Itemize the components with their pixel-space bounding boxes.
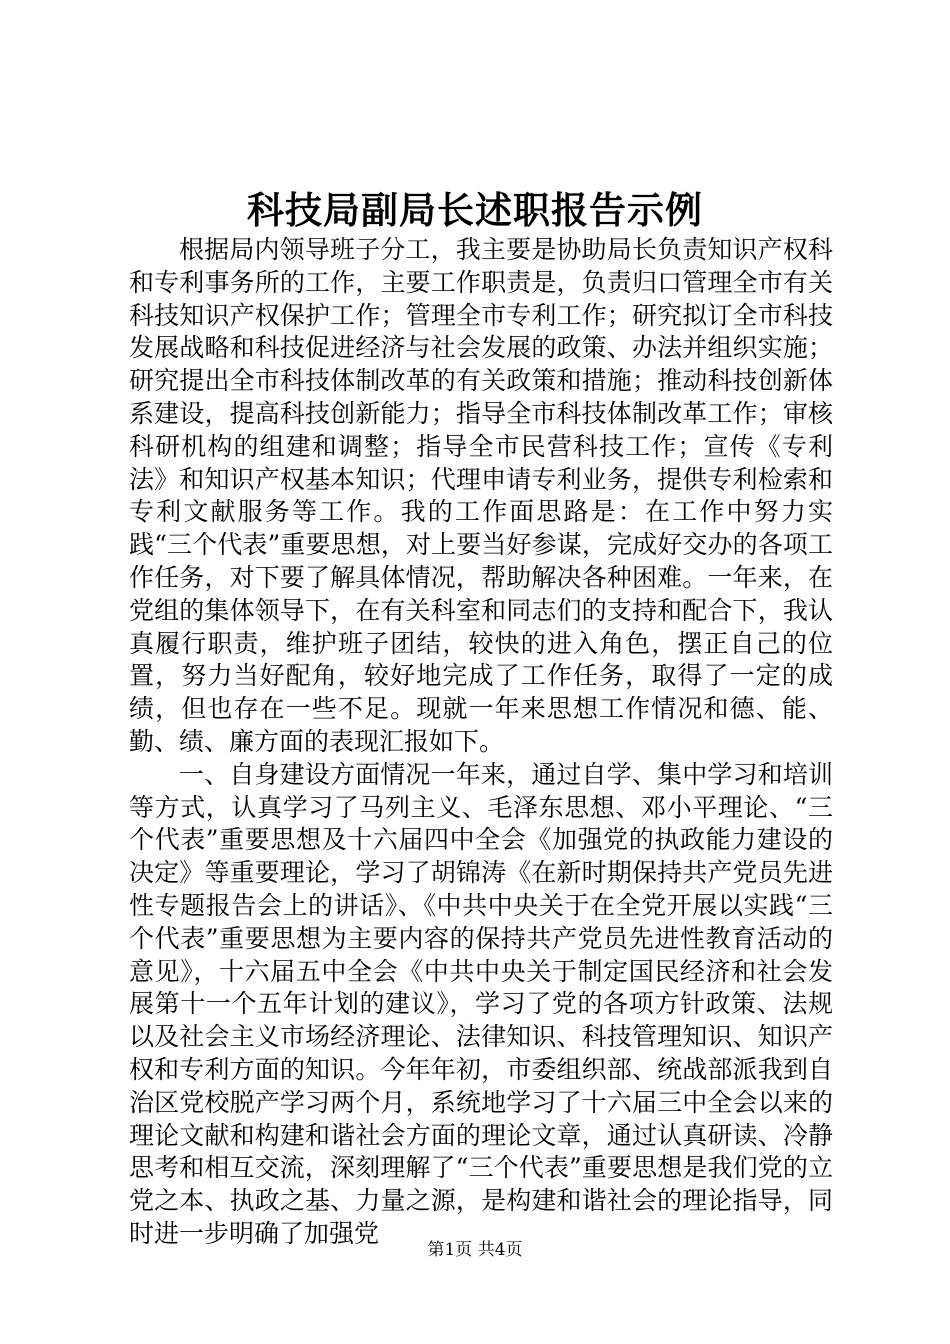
document-body <box>129 234 833 1251</box>
paragraph-self-building: 一、自身建设方面情况一年来，通过自学、集中学习和培训等方式，认真学习了马列主义、毛泽东思想、邓小平理论、“三个代表”重要思想及十六届四中全会《加强党的执政能力建设的决定》等重要理论，学习了胡锦涛《在新时期保持共产党员先进性专题报告会上的讲话》、《中共中央关于在全党开展以实践“三个代表”重要思想为主要内容的保持共产党员先进性教育活动的意见》，十六届五中全会《中共中央关于制定国民经济和社会发展第十一个五年计划的建议》，学习了党的各项方针政策、法规以及社会主义市场经济理论、法律知识、科技管理知识、知识产权和专利方面的知识。今年年初，市委组织部、统战部派我到自治区党校脱产学习两个月，系统地学习了十六届三中全会以来的理论文献和构建和谐社会方面的理论文章，通过认真研读、冷静思考和相互交流，深刻理解了“三个代表”重要思想是我们党的立党之本、执政之基、力量之源，是构建和谐社会的理论指导，同时进一步明确了加强党 <box>129 759 833 1248</box>
paragraph-intro: 根据局内领导班子分工，我主要是协助局长负责知识产权科和专利事务所的工作，主要工作职责是，负责归口管理全市有关科技知识产权保护工作；管理全市专利工作；研究拟订全市科技发展战略和科技促进经济与社会发展的政策、办法并组织实施；研究提出全市科技体制改革的有关政策和措施；推动科技创新体系建设，提高科技创新能力；指导全市科技体制改革工作；审核科研机构的组建和调整；指导全市民营科技工作；宣传《专利法》和知识产权基本知识；代理申请专利业务，提供专利检索和专利文献服务等工作。我的工作面思路是：在工作中努力实践“三个代表”重要思想，对上要当好参谋，完成好交办的各项工作任务，对下要了解具体情况，帮助解决各种困难。一年来，在党组的集体领导下，在有关科室和同志们的支持和配合下，我认真履行职责，维护班子团结，较快的进入角色，摆正自己的位置，努力当好配角，较好地完成了工作任务，取得了一定的成绩，但也存在一些不足。现就一年来思想工作情况和德、能、勤、绩、廉方面的表现汇报如下。 <box>129 235 833 756</box>
page-number: 第1页 共4页 <box>427 1240 523 1260</box>
page-footer <box>0 1238 950 1262</box>
document-title: 科技局副局长述职报告示例 <box>247 188 703 232</box>
